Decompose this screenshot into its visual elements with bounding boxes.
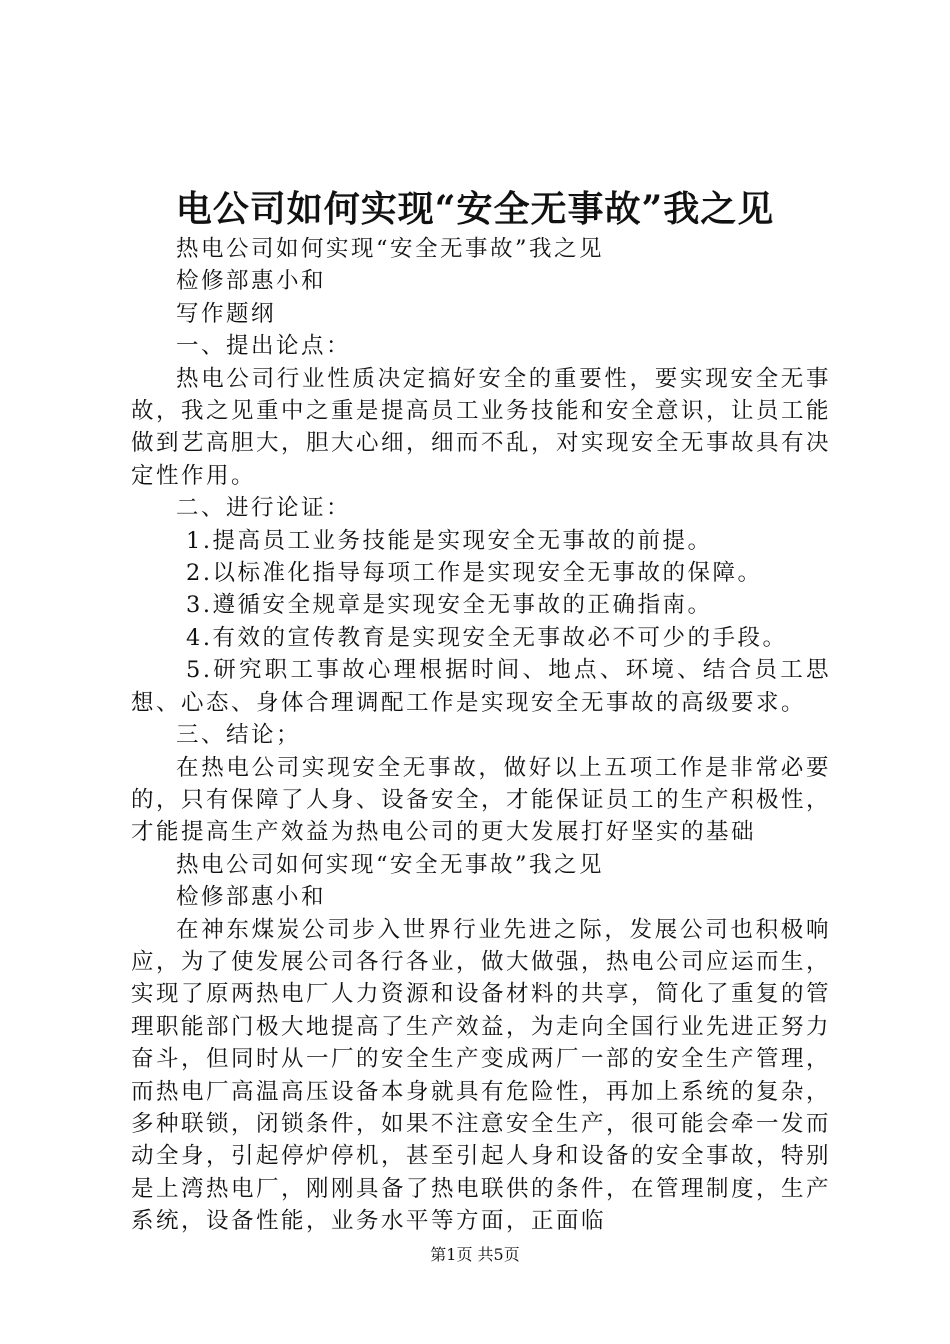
list-item-4: 4.有效的宣传教育是实现安全无事故必不可少的手段。 <box>186 624 788 651</box>
paragraph-outline-heading: 写作题纲 <box>176 300 277 327</box>
page-number: 第1页 共5页 <box>430 1245 520 1264</box>
list-item-5: 5.研究职工事故心理根据时间、地点、环境、结合员工思想、心态、身体合理调配工作是实现安全无事故的高级要求。 <box>131 657 831 716</box>
paragraph-section-3-heading: 三、结论； <box>176 722 302 749</box>
paragraph-author-repeat: 检修部惠小和 <box>176 884 327 911</box>
paragraph-main-text: 在神东煤炭公司步入世界行业先进之际，发展公司也积极响应，为了使发展公司各行各业，做大做强，热电公司应运而生，实现了原两热电厂人力资源和设备材料的共享，简化了重复的管理职能部门极大地提高了生产效益，为走向全国行业先进正努力奋斗，但同时从一厂的安全生产变成两厂一部的安全生产管理，而热电厂高温高压设备本身就具有危险性，再加上系统的复杂，多种联锁，闭锁条件，如果不注意安全生产，很可能会牵一发而动全身，引起停炉停机，甚至引起人身和设备的安全事故，特别是上湾热电厂，刚刚具备了热电联供的条件，在管理制度，生产系统，设备性能，业务水平等方面，正面临 <box>131 916 832 1235</box>
document-body <box>131 233 831 1238</box>
paragraph-subtitle-repeat: 热电公司如何实现“安全无事故”我之见 <box>176 851 605 878</box>
paragraph-author: 检修部惠小和 <box>176 268 327 295</box>
document-title: 电公司如何实现“安全无事故”我之见 <box>175 188 775 230</box>
paragraph-section-2-heading: 二、进行论证： <box>176 495 352 522</box>
paragraph-subtitle: 热电公司如何实现“安全无事故”我之见 <box>176 236 605 262</box>
paragraph-conclusion: 在热电公司实现安全无事故，做好以上五项工作是非常必要的，只有保障了人身、设备安全，才能保证员工的生产积极性，才能提高生产效益为热电公司的更大发展打好坚实的基础 <box>131 754 832 846</box>
list-item-2: 2.以标准化指导每项工作是实现安全无事故的保障。 <box>186 560 763 587</box>
list-item-1: 1.提高员工业务技能是实现安全无事故的前提。 <box>186 527 713 554</box>
paragraph-section-1-heading: 一、提出论点： <box>176 333 352 360</box>
paragraph-thesis: 热电公司行业性质决定搞好安全的重要性，要实现安全无事故，我之见重中之重是提高员工业务技能和安全意识，让员工能做到艺高胆大，胆大心细，细而不乱，对实现安全无事故具有决定性作用。 <box>131 365 832 489</box>
list-item-3: 3.遵循安全规章是实现安全无事故的正确指南。 <box>186 592 713 619</box>
